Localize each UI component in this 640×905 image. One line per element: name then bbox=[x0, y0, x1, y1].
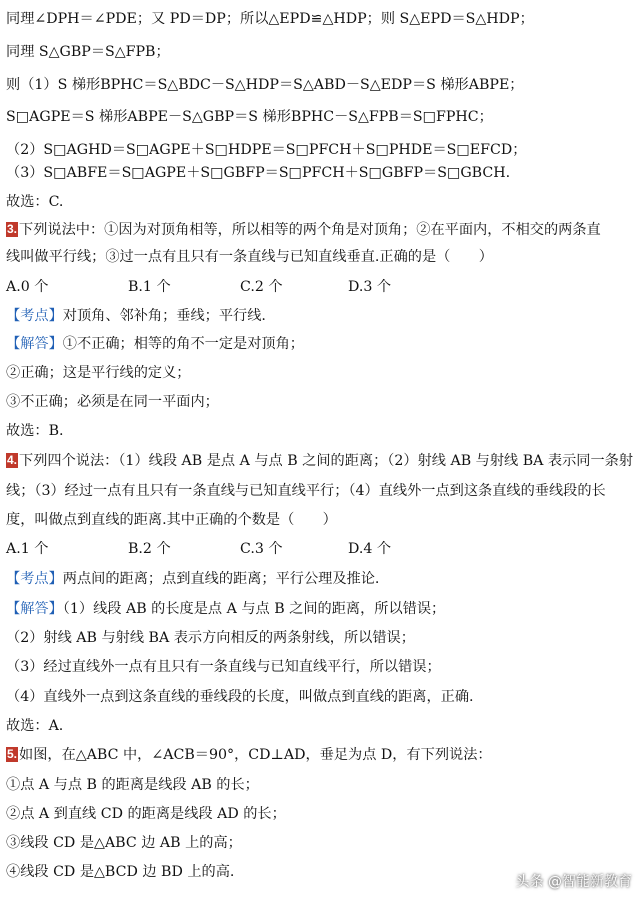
text-line: （2）S□AGHD＝S□AGPE＋S□HDPE＝S□PFCH＋S□PHDE＝S□EFCD； bbox=[6, 142, 527, 158]
answer-line: 故选：A. bbox=[6, 718, 64, 734]
question-text: 下列说法中：①因为对顶角相等，所以相等的两个角是对顶角；②在平面内，不相交的两条直 bbox=[19, 222, 601, 238]
jieda-line: ③不正确；必须是在同一平面内； bbox=[6, 394, 219, 410]
question-4-stem bbox=[6, 452, 634, 470]
statement-line: ①点 A 与点 B 的距离是线段 AB 的长； bbox=[6, 777, 259, 793]
jieda-line: （2）射线 AB 与射线 BA 表示方向相反的两条射线，所以错误； bbox=[6, 630, 415, 646]
kaodian-text: 对顶角、邻补角；垂线；平行线. bbox=[62, 308, 266, 324]
question-number-badge: 3. bbox=[7, 222, 18, 236]
statement-line: ③线段 CD 是△ABC 边 AB 上的高； bbox=[6, 835, 242, 851]
jieda-text: ①不正确；相等的角不一定是对顶角； bbox=[62, 336, 304, 352]
question-4-stem-cont: 度，叫做点到直线的距离.其中正确的个数是（ ） bbox=[6, 512, 337, 528]
text-line: （3）S□ABFE＝S□AGPE＋S□GBFP＝S□PFCH＋S□GBFP＝S□GBCH. bbox=[6, 165, 511, 181]
option-a: A.0 个 bbox=[6, 279, 49, 295]
text-line: 同理 S△GBP＝S△FPB； bbox=[6, 44, 170, 60]
option-c: C.3 个 bbox=[240, 541, 283, 557]
question-3-kaodian bbox=[6, 307, 634, 325]
question-4-kaodian bbox=[6, 570, 634, 588]
statement-line: ④线段 CD 是△BCD 边 BD 上的高. bbox=[6, 864, 235, 880]
answer-line: 故选：B. bbox=[6, 423, 64, 439]
jieda-line: （3）经过直线外一点有且只有一条直线与已知直线平行，所以错误； bbox=[6, 659, 441, 675]
jieda-text: （1）线段 AB 的长度是点 A 与点 B 之间的距离，所以错误； bbox=[62, 601, 446, 617]
jieda-tag: 【解答】 bbox=[6, 601, 63, 617]
question-5-stem bbox=[6, 746, 634, 764]
jieda-line: ②正确；这是平行线的定义； bbox=[6, 365, 191, 381]
question-text: 如图，在△ABC 中，∠ACB＝90°，CD⊥AD，垂足为点 D，有下列说法： bbox=[19, 747, 492, 763]
question-4-options bbox=[6, 540, 634, 558]
jieda-tag: 【解答】 bbox=[6, 336, 63, 352]
watermark: 头条 @智能新教育 bbox=[515, 874, 632, 890]
option-d: D.3 个 bbox=[348, 279, 392, 295]
question-3-stem bbox=[6, 221, 634, 239]
option-b: B.1 个 bbox=[128, 279, 171, 295]
text-line: 同理∠DPH＝∠PDE；又 PD＝DP；所以△EPD≌△HDP；则 S△EPD＝S△HDP； bbox=[6, 11, 534, 27]
question-text: 下列四个说法：（1）线段 AB 是点 A 与点 B 之间的距离；（2）射线 AB 与射线 BA 表示同一条射 bbox=[19, 453, 634, 469]
text-line: S□AGPE＝S 梯形ABPE－S△GBP＝S 梯形BPHC－S△FPB＝S□FPHC； bbox=[6, 109, 493, 125]
question-4-jieda bbox=[6, 600, 634, 618]
answer-line: 故选：C. bbox=[6, 194, 64, 210]
question-number-badge: 5. bbox=[7, 747, 18, 761]
question-4-stem-cont: 线；（3）经过一点有且只有一条直线与已知直线平行；（4）直线外一点到这条直线的垂线段的长 bbox=[6, 483, 606, 499]
jieda-line: （4）直线外一点到这条直线的垂线段的长度，叫做点到直线的距离，正确. bbox=[6, 689, 474, 705]
option-b: B.2 个 bbox=[128, 541, 171, 557]
option-d: D.4 个 bbox=[348, 541, 392, 557]
question-3-jieda bbox=[6, 335, 634, 353]
question-3-stem-cont: 线叫做平行线；③过一点有且只有一条直线与已知直线垂直.正确的是（ ） bbox=[6, 249, 493, 265]
question-number-badge: 4. bbox=[7, 453, 18, 467]
statement-line: ②点 A 到直线 CD 的距离是线段 AD 的长； bbox=[6, 806, 286, 822]
option-a: A.1 个 bbox=[6, 541, 49, 557]
option-c: C.2 个 bbox=[240, 279, 283, 295]
kaodian-tag: 【考点】 bbox=[6, 571, 63, 587]
text-line: 则（1）S 梯形BPHC＝S△BDC－S△HDP＝S△ABD－S△EDP＝S 梯形ABPE； bbox=[6, 77, 524, 93]
kaodian-text: 两点间的距离；点到直线的距离；平行公理及推论. bbox=[62, 571, 380, 587]
kaodian-tag: 【考点】 bbox=[6, 308, 63, 324]
question-3-options bbox=[6, 278, 634, 296]
